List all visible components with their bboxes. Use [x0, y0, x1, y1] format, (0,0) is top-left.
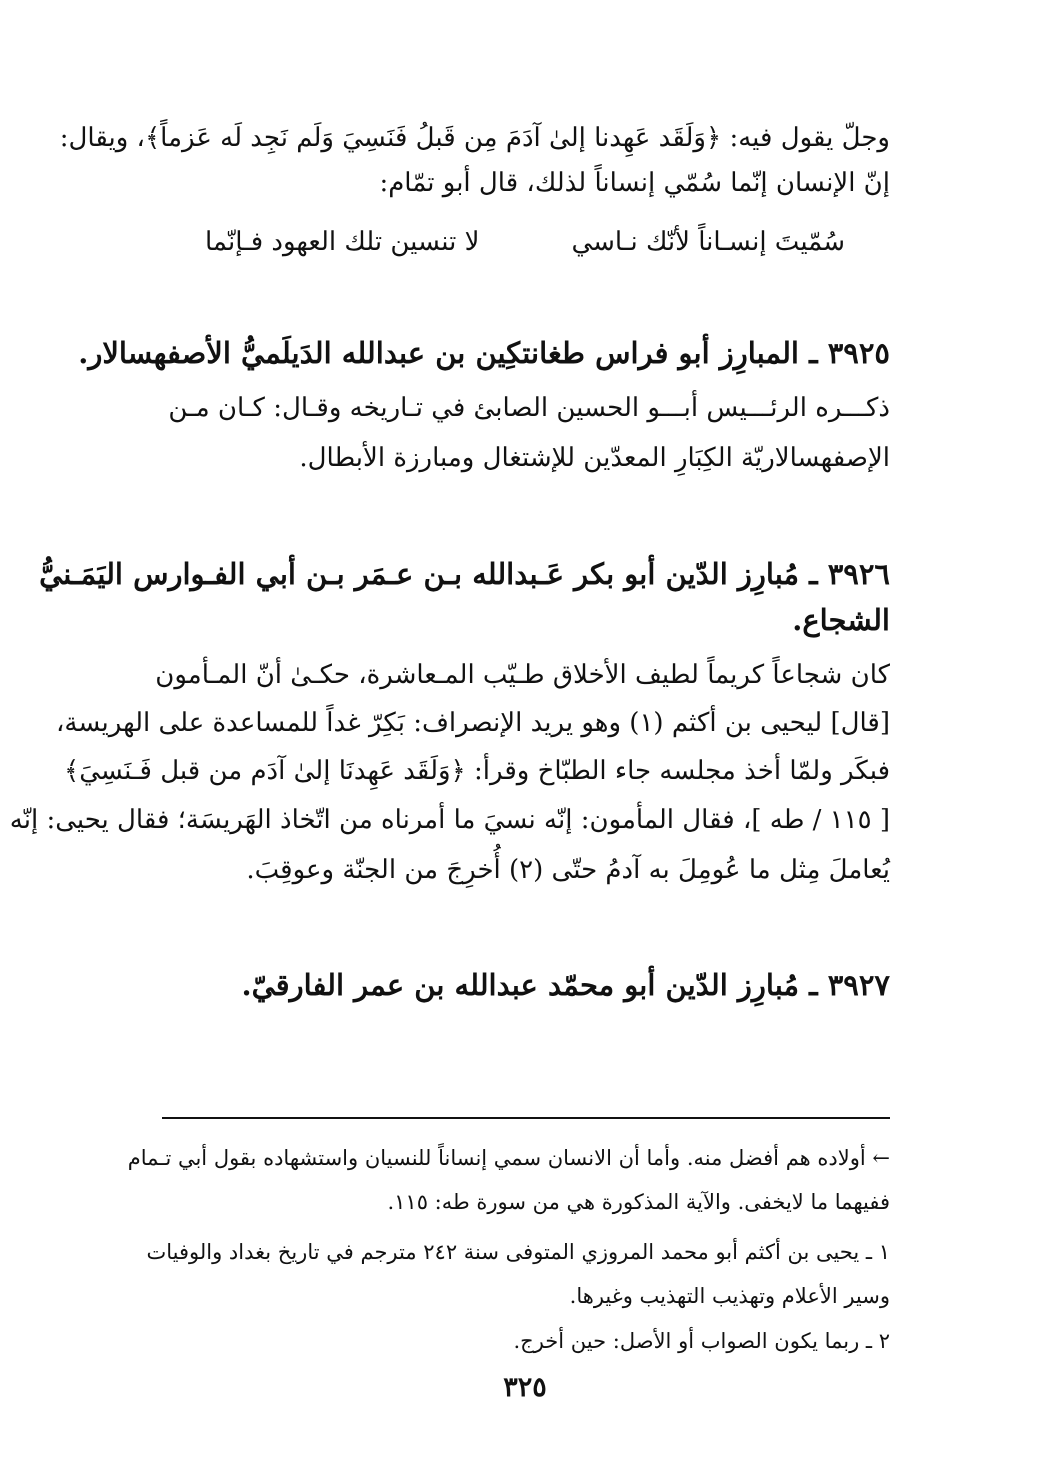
entry-3926-line-4: [ ١١٥ / طه ]، فقال المأمون: إنّه نسيَ ما أمرناه من اتّخاذ الهَريسَة؛ فقال يحيى: إنّه	[9, 805, 890, 835]
intro-line-1: وجلّ يقول فيه: ﴿وَلَقَد عَهِدنا إلىٰ آدَمَ مِن قَبلُ فَنَسِيَ وَلَم نَجِد لَه عَزماً﴾، ويقال:	[59, 123, 890, 153]
footnote-2-line-1: ٢ ـ ربما يكون الصواب أو الأصل: حين أخرج.	[513, 1329, 890, 1353]
verse-hemistich-first: سُمّيتَ إنسـاناً لأنّك نـاسي	[571, 227, 845, 257]
verse-hemistich-second: لا تنسين تلك العهود فـإنّما	[205, 227, 480, 257]
footnote-continuation-line-1: ← أولاده هم أفضل منه. وأما أن الانسان سمي إنساناً للنسيان واستشهاده بقول أبي تـمام	[127, 1146, 890, 1170]
entry-3927-heading: ٣٩٢٧ ـ مُبارِز الدّين أبو محمّد عبدالله بن عمر الفارقيّ.	[241, 968, 890, 1002]
entry-3926-heading-line-2: الشجاع.	[792, 603, 890, 637]
entry-3926-line-5: يُعاملَ مِثل ما عُومِلَ به آدمُ حتّى (٢) أُخرِجَ من الجنّة وعوقِبَ.	[246, 855, 890, 885]
page-number: ٣٢٥	[503, 1372, 547, 1403]
footnote-continuation-line-2: ففيهما ما لايخفى. والآية المذكورة هي من سورة طه: ١١٥.	[387, 1190, 890, 1214]
entry-3926-line-3: فبكَر ولمّا أخذ مجلسه جاء الطبّاخ وقرأ: ﴿وَلَقَد عَهِدنَا إلىٰ آدَم من قبل فَـنَسِيَ﴾	[63, 756, 890, 786]
footnote-1-line-1: ١ ـ يحيى بن أكثم أبو محمد المروزي المتوفى سنة ٢٤٢ مترجم في تاريخ بغداد والوفيات	[146, 1240, 890, 1264]
entry-3926-line-2: [قال] ليحيى بن أكثم (١) وهو يريد الإنصراف: بَكِرّ غداً للمساعدة على الهريسة،	[56, 708, 890, 738]
entry-3925-line-2: الإصفهسالاريّة الكِبَارِ المعدّين للإشتغال ومبارزة الأبطال.	[299, 443, 890, 473]
entry-3925-line-1: ذكـــره الرئـــيس أبـــو الحسين الصابئ في تـاريخه وقـال: كـان مـن	[168, 393, 890, 423]
intro-line-2: إنّ الإنسان إنّما سُمّي إنساناً لذلك، قال أبو تمّام:	[379, 168, 890, 198]
footnote-1-line-2: وسير الأعلام وتهذيب التهذيب وغيرها.	[569, 1284, 890, 1308]
entry-3926-line-1: كان شجاعاً كريماً لطيف الأخلاق طـيّب المـعاشرة، حكـىٰ أنّ المـأمون	[155, 660, 890, 690]
footnote-separator	[162, 1117, 890, 1119]
entry-3926-heading-line-1: ٣٩٢٦ ـ مُبارِز الدّين أبو بكر عَـبدالله بـن عـمَر بـن أبي الفـوارس اليَمَـنيُّ	[39, 557, 890, 591]
entry-3925-heading: ٣٩٢٥ ـ المبارِز أبو فراس طغانتكِين بن عبدالله الدَيلَميُّ الأصفهسالار.	[78, 336, 890, 370]
